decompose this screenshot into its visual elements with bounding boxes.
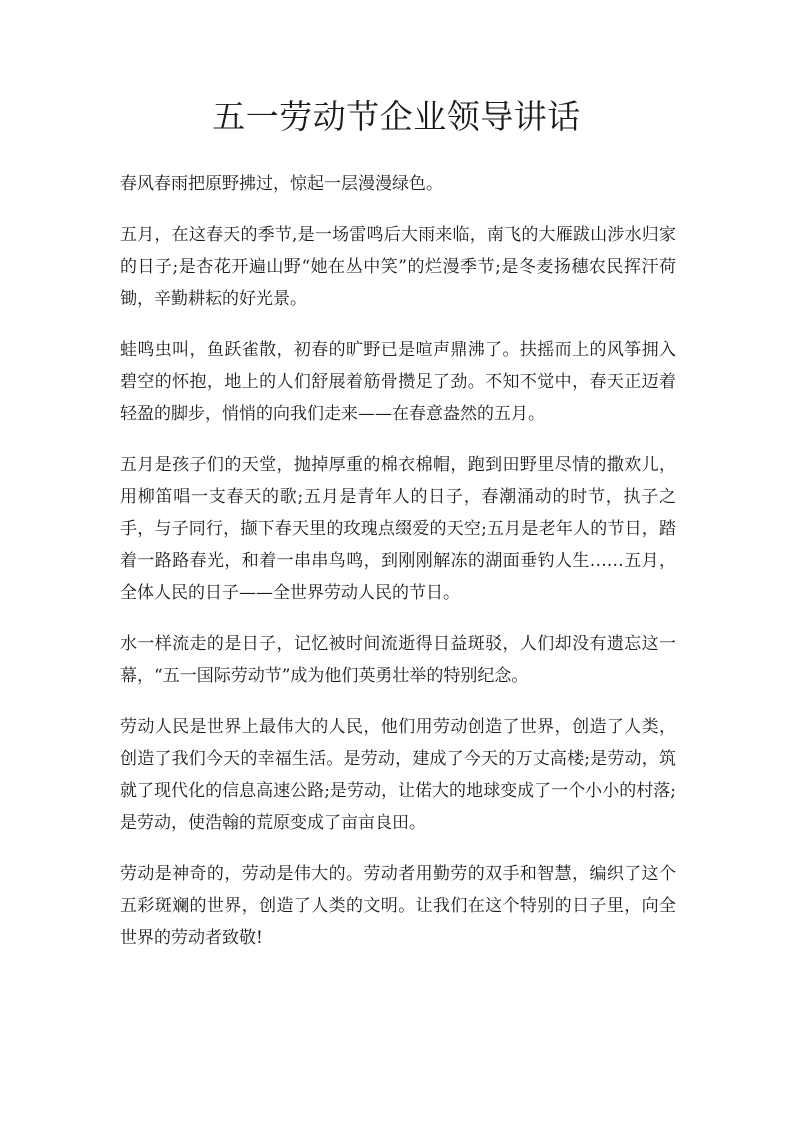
page-title: 五一劳动节企业领导讲话	[212, 97, 581, 136]
paragraph-7: 劳动是神奇的，劳动是伟大的。劳动者用勤劳的双手和智慧，编织了这个五彩斑斓的世界，创造了人类的文明。让我们在这个特别的日子里，向全世界的劳动者致敬!	[120, 864, 676, 948]
paragraph-3: 蛙鸣虫叫，鱼跃雀散，初春的旷野已是喧声鼎沸了。扶摇而上的风筝拥入碧空的怀抱，地上的人们舒展着筋骨攒足了劲。不知不觉中，春天正迈着轻盈的脚步，悄悄的向我们走来——在春意盎然的五月。	[120, 340, 676, 424]
paragraph-5: 水一样流走的是日子，记忆被时间流逝得日益斑驳，人们却没有遗忘这一幕，“五一国际劳动节”成为他们英勇壮举的特别纪念。	[120, 634, 676, 686]
paragraph-1: 春风春雨把原野拂过，惊起一层漫漫绿色。	[120, 174, 443, 194]
paragraph-4: 五月是孩子们的天堂，抛掉厚重的棉衣棉帽，跑到田野里尽情的撒欢儿，用柳笛唱一支春天的歌;五月是青年人的日子，春潮涌动的时节，执子之手，与子同行，撷下春天里的玫瑰点缀爱的天空;五月是老年人的节日，踏着一路路春光，和着一串串鸟鸣，到刚刚解冻的湖面垂钓人生……五月，全体人民的日子——全世界劳动人民的节日。	[120, 455, 676, 603]
document-body	[120, 168, 676, 973]
paragraph-2: 五月，在这春天的季节,是一场雷鸣后大雨来临，南飞的大雁跋山涉水归家的日子;是杏花开遍山野“她在丛中笑”的烂漫季节;是冬麦扬穗农民挥汗荷锄，辛勤耕耘的好光景。	[120, 225, 676, 309]
paragraph-6: 劳动人民是世界上最伟大的人民，他们用劳动创造了世界，创造了人类，创造了我们今天的幸福生活。是劳动，建成了今天的万丈高楼;是劳动，筑就了现代化的信息高速公路;是劳动，让偌大的地球变成了一个小小的村落;是劳动，使浩翰的荒原变成了亩亩良田。	[120, 717, 676, 833]
